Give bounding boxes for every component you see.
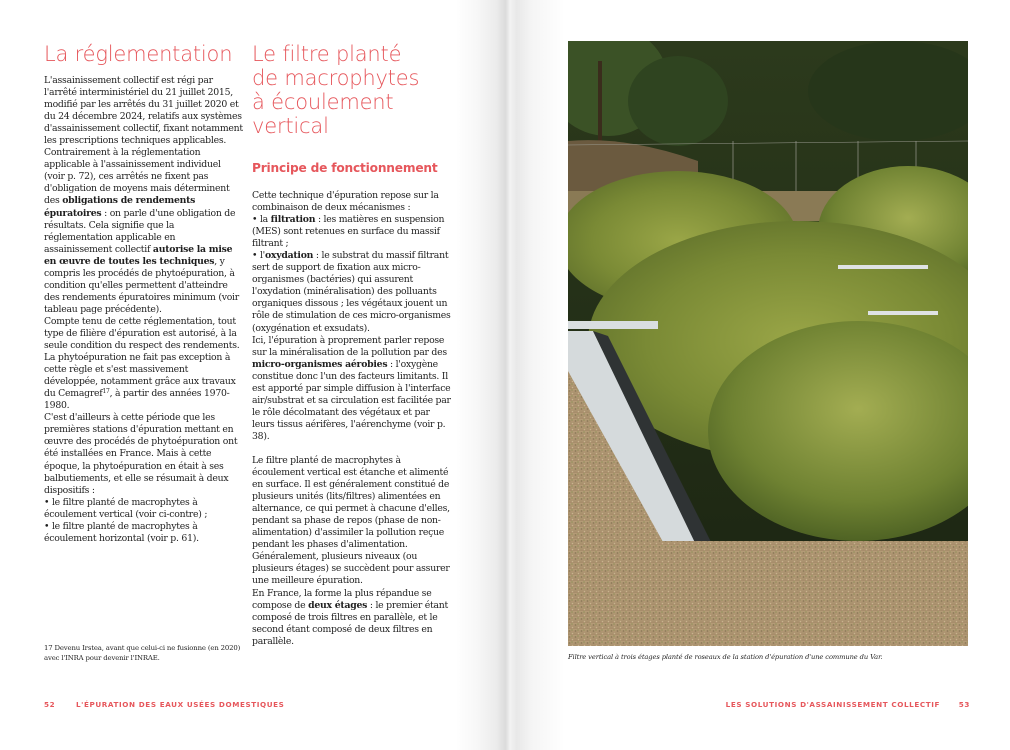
bullet-item: • le filtre planté de macrophytes à écoulement vertical (voir ci-contre) ; — [44, 496, 208, 520]
paragraph: Ici, l'épuration à proprement parler repose sur la minéralisation de la pollution par des micro-organismes aérobies : l'oxygène constitue donc l'un des facteurs limitants. Il est apporté par simple diffusion à l'interface air/substrat et sa circulation est facilitée par le rôle décolmatant des végétaux et par leurs tissus aérifères, l'aérenchyme (voir p. 38). — [252, 334, 451, 442]
photo-caption: Filtre vertical à trois étages planté de roseaux de la station d'épuration d'une commune du Var. — [568, 653, 883, 661]
right-text-column — [252, 190, 452, 648]
page-number-left: 52 — [44, 700, 56, 709]
paragraph: Le filtre planté de macrophytes à écoulement vertical est étanche et alimenté en surface. Il est généralement constitué de plusieurs unités (lits/filtres) alimentées en alternance, ce qui permet à chacune d'elles, pendant sa phase de repos (phase de non-alimentation) d'assimiler la pollution reçue pendant les phases d'alimentation. Généralement, plusieurs niveaux (ou plusieurs étages) se succèdent pour assurer une meilleure épuration. — [252, 454, 450, 587]
reed-bed-photo — [568, 41, 968, 646]
section-heading-filtre-vertical: Le filtre planté de macrophytes à écoulement vertical — [252, 42, 420, 138]
paragraph: L'assainissement collectif est régi par l'arrêté interministériel du 21 juillet 2015, modifié par les arrêtés du 31 juillet 2020 et du 24 décembre 2024, relatifs aux systèmes d'assainissement collectif, fixant notamment les prescriptions techniques applicables. Contrairement à la réglementation applicable à l'assainissement individuel (voir p. 72), ces arrêtés ne fixent pas d'obligation de moyens mais déterminent des obligations de rendements épuratoires : on parle d'une obligation de résultats. Cela signifie que la réglementation applicable en assainissement collectif autorise la mise en œuvre de toutes les techniques, y compris les procédés de phytoépuration, à condition qu'elles permettent d'atteindre des rendements épuratoires minimum (voir tableau page précédente). — [44, 75, 243, 315]
running-header-right: LES SOLUTIONS D'ASSAINISSEMENT COLLECTIF — [725, 700, 940, 709]
bullet-item: • le filtre planté de macrophytes à écoulement horizontal (voir p. 61). — [44, 520, 199, 544]
paragraph: Compte tenu de cette réglementation, tout type de filière d'épuration est autorisé, à la seule condition du respect des rendements. La phytoépuration ne fait pas exception à cette règle et s'est massivement développée, notamment grâce aux travaux du Cemagref$^{17}$, à partir des années 1970-1980. — [44, 315, 240, 412]
paragraph: C'est d'ailleurs à cette période que les premières stations d'épuration mettant en œuvre des procédés de phytoépuration ont été installées en France. Mais à cette époque, la phytoépuration en était à ses balbutiements, et elle se résumait à deux dispositifs : — [44, 412, 238, 496]
footnote: 17 Devenu Irstea, avant que celui-ci ne fusionne (en 2020) avec l'INRA pour devenir l'INRAE. — [44, 644, 241, 662]
paragraph: En France, la forme la plus répandue se compose de deux étages : le premier étant composé de trois filtres en parallèle, et le second étant composé de deux filtres en parallèle. — [252, 587, 448, 647]
subheading-principe: Principe de fonctionnement — [252, 161, 438, 175]
bullet-item: • la filtration : les matières en suspension (MES) sont retenues en surface du massif filtrant ; — [252, 214, 445, 250]
footnote-reference[interactable]: 17 — [102, 388, 110, 396]
photo-illustration — [568, 41, 968, 646]
section-heading-reglementation: La réglementation — [44, 42, 233, 66]
page-number-right: 53 — [958, 700, 970, 709]
paragraph: Cette technique d'épuration repose sur la combinaison de deux mécanismes : — [252, 190, 439, 214]
running-header-left: L'ÉPURATION DES EAUX USÉES DOMESTIQUES — [76, 700, 285, 709]
left-text-column — [44, 75, 244, 545]
bullet-item: • l'oxydation : le substrat du massif filtrant sert de support de fixation aux micro-organismes (bactéries) qui assurent l'oxydation (minéralisation) des polluants organiques dissous ; les végétaux jouent un rôle de stimulation de ces micro-organismes (oxygénation et exsudats). — [252, 250, 451, 334]
